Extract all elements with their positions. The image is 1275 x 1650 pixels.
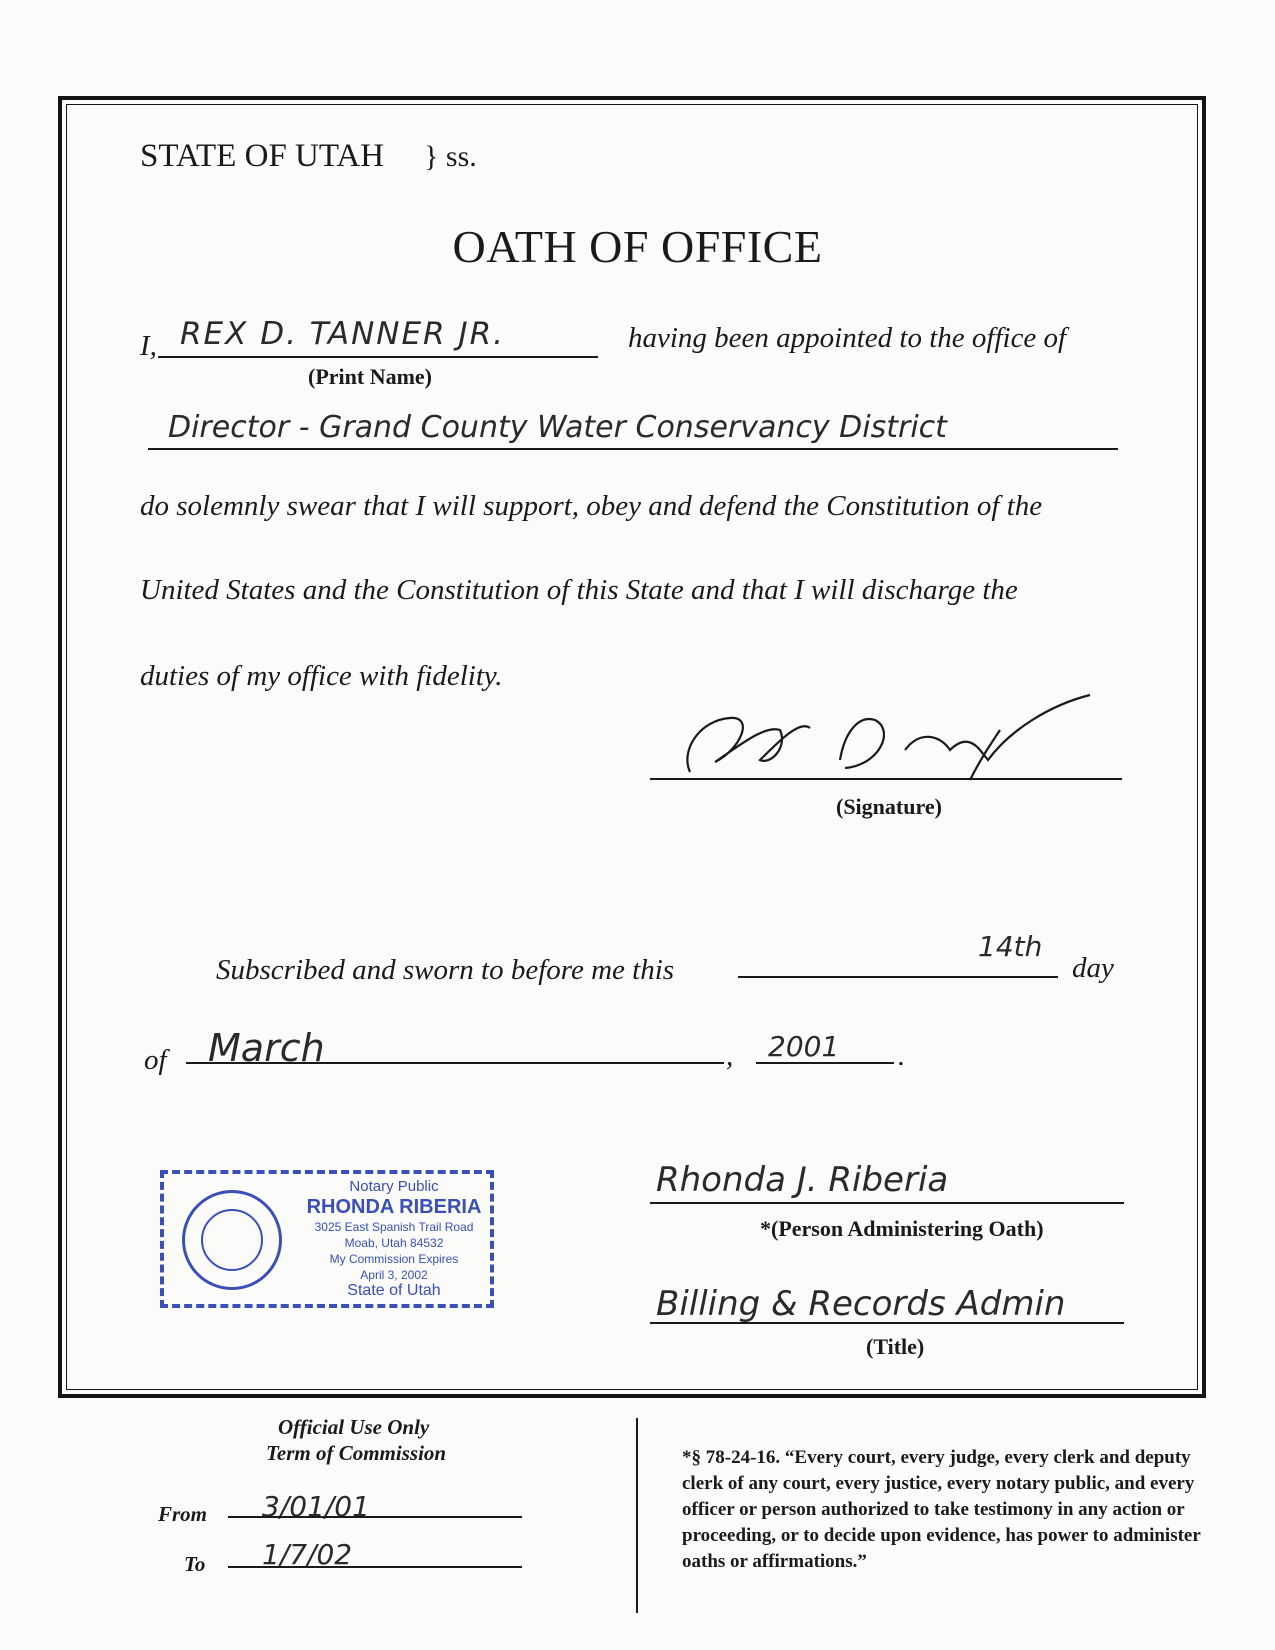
stamp-line7: State of Utah — [347, 1282, 441, 1299]
name-line — [158, 356, 598, 358]
from-value: 3/01/01 — [262, 1490, 370, 1523]
to-label: To — [184, 1552, 206, 1576]
footer-divider — [636, 1418, 638, 1613]
date-period: . — [898, 1040, 906, 1072]
administrator-caption: *(Person Administering Oath) — [760, 1216, 1044, 1241]
day-label: day — [1072, 952, 1114, 984]
stamp-line6: April 3, 2002 — [360, 1268, 428, 1282]
state-seal — [182, 1190, 282, 1290]
month-line — [186, 1062, 724, 1064]
stamp-line5: My Commission Expires — [329, 1252, 459, 1266]
sworn-text: Subscribed and sworn to before me this — [216, 954, 675, 986]
administrator-title-value: Billing & Records Admin — [656, 1284, 1066, 1324]
document-title: OATH OF OFFICE — [452, 221, 823, 272]
year-value: 2001 — [768, 1030, 840, 1063]
ss-mark: } ss. — [424, 140, 477, 173]
administrator-signature: Rhonda J. Riberia — [656, 1160, 949, 1200]
stamp-line3: 3025 East Spanish Trail Road — [314, 1220, 474, 1234]
stamp-line2: RHONDA RIBERIA — [306, 1196, 482, 1218]
term-heading: Term of Commission — [266, 1441, 447, 1465]
seal-center — [201, 1209, 263, 1271]
day-line — [738, 976, 1058, 978]
official-use-heading: Official Use Only — [278, 1415, 430, 1439]
from-label: From — [158, 1502, 208, 1526]
oath-body-line3: duties of my office with fidelity. — [140, 660, 503, 692]
oath-body-line1: do solemnly swear that I will support, obey and defend the Constitution of the — [140, 490, 1043, 522]
state-heading: STATE OF UTAH — [140, 138, 385, 174]
signature-caption: (Signature) — [836, 794, 942, 819]
notary-stamp — [160, 1170, 494, 1308]
name-value: REX D. TANNER JR. — [180, 316, 505, 352]
to-line — [228, 1566, 522, 1568]
title-caption: (Title) — [866, 1334, 925, 1359]
signature-line — [650, 778, 1122, 780]
to-value: 1/7/02 — [262, 1538, 353, 1571]
title-line — [650, 1322, 1124, 1324]
administrator-line — [650, 1202, 1124, 1204]
oath-body-line2: United States and the Constitution of this State and that I will discharge the — [140, 574, 1018, 606]
name-caption: (Print Name) — [308, 364, 433, 389]
oath-prefix: I, — [140, 330, 157, 362]
month-value: March — [208, 1026, 325, 1070]
statute-text: *§ 78-24-16. “Every court, every judge, every clerk and deputy clerk of any court, every justice, every notary public, and every officer or person authorized to take testimony in any action or proceeding, or to decide upon evidence, has power to administer oaths or affirmations.” — [682, 1447, 1201, 1572]
year-line — [756, 1062, 894, 1064]
date-comma: , — [726, 1040, 734, 1072]
office-value: Director - Grand County Water Conservancy District — [168, 410, 947, 445]
from-line — [228, 1516, 522, 1518]
stamp-line4: Moab, Utah 84532 — [344, 1236, 444, 1250]
day-value: 14th — [978, 930, 1043, 963]
officer-signature — [670, 690, 1110, 800]
of-label: of — [144, 1044, 167, 1076]
office-line — [148, 448, 1118, 450]
stamp-line1: Notary Public — [349, 1178, 439, 1195]
appointed-text: having been appointed to the office of — [628, 322, 1067, 354]
